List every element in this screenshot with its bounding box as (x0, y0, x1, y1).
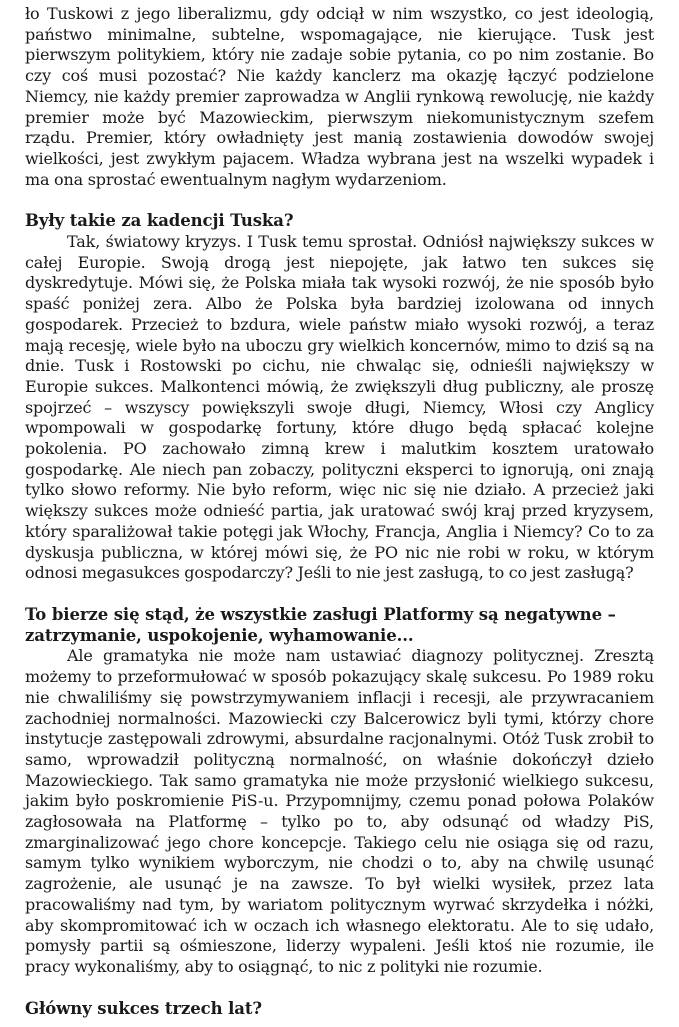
section-heading (25, 211, 654, 232)
heading-line: zatrzymanie, uspokojenie, wyhamowanie... (25, 625, 414, 645)
heading-line: Główny sukces trzech lat? (25, 998, 262, 1018)
section-interview-question-3 (25, 999, 654, 1020)
continuation-paragraph: ło Tuskowi z jego liberalizmu, gdy odciął w nim wszystko, co jest ideologią, państwo minimalne, subtelne, wspomagające, nie kierujące. Tusk jest pierwszym politykiem, który nie zadaje sobie pytania, co po nim zostanie. Bo czy coś musi pozostać? Nie każdy kanclerz ma okazję łączyć podzielone Niemcy, nie każdy premier zaprowadza w Anglii rynkową rewolucję, nie każdy premier może być Mazowieckim, pierwszym niekomunistycznym szefem rządu. Premier, który owładnięty jest manią zostawienia dowodów swojej wielkości, jest zwykłym pajacem. Władza wybrana jest na wszelki wypadek i ma ona sprostać ewentualnym nagłym wydarzeniom. (25, 4, 654, 189)
section-heading (25, 605, 654, 646)
section-interview-question-1 (25, 211, 654, 584)
heading-line: Były takie za kadencji Tuska? (25, 211, 294, 231)
section-heading (25, 999, 654, 1020)
answer-paragraph: Tak, światowy kryzys. I Tusk temu sprostał. Odniósł największy sukces w całej Europie. Swoją drogą jest niepojęte, jak łatwo ten sukces się dyskredytuje. Mówi się, że Polska miała tak wysoki rozwój, że nie sposób było spaść poniżej zera. Albo że Polska była bardziej izolowana od innych gospodarek. Przecież to bzdura, wiele państw miało wysoki rozwój, a teraz mają recesję, wiele było na uboczu gry wielkich koncernów, mimo to dziś są na dnie. Tusk i Rostowski po cichu, nie chwaląc się, odnieśli największy w Europie sukces. Malkontenci mówią, że zwiększyli dług publiczny, ale proszę spojrzeć – wszyscy powiększyli swoje długi, Niemcy, Włosi czy Anglicy wpompowali w gospodarkę fortuny, które długo będą spłacać kolejne pokolenia. PO zachowało zimną krew i malutkim kosztem uratowało gospodarkę. Ale niech pan zobaczy, polityczni eksperci to ignorują, oni znają tylko słowo reformy. Nie było reform, więc nic się nie działo. A przecież jaki większy sukces może odnieść partia, jak uratować swój kraj przed kryzysem, który sparaliżował takie potęgi jak Włochy, Francja, Anglia i Niemcy? Co to za dyskusja publiczna, w której mówi się, że PO nic nie robi w roku, w którym odnosi megasukces gospodarczy? Jeśli to nie jest zasługą, to co jest zasługą? (25, 232, 654, 583)
section-interview-question-2 (25, 605, 654, 978)
heading-line: To bierze się stąd, że wszystkie zasługi Platformy są negatywne – (25, 604, 616, 624)
answer-paragraph: Ale gramatyka nie może nam ustawiać diagnozy politycznej. Zresztą możemy to przeformułować w sposób pokazujący skalę sukcesu. Po 1989 roku nie chwaliliśmy się powstrzymywaniem inflacji i recesji, ale przywracaniem zachodniej normalności. Mazowiecki czy Balcerowicz byli tymi, którzy chore instytucje zastępowali zdrowymi, absurdalne racjonalnymi. Otóż Tusk zrobił to samo, wprowadził polityczną normalność, on właśnie dokończył dzieło Mazowieckiego. Tak samo gramatyka nie może przysłonić wielkiego sukcesu, jakim było poskromienie PiS-u. Przypomnijmy, czemu ponad połowa Polaków zagłosowała na Platformę – tylko po to, aby odsunąć od władzy PiS, zmarginalizować jego chore koncepcje. Takiego celu nie osiąga się od razu, samym tylko wynikiem wyborczym, nie chodzi o to, aby na chwilę usunąć zagrożenie, ale usunąć je na zawsze. To był wielki wysiłek, przez lata pracowaliśmy nad tym, by wariatom politycznym wyrwać skrzydełka i nóżki, aby skompromitować ich w oczach ich własnego elektoratu. Ale to się udało, pomysły partii są ośmieszone, liderzy wypaleni. Jeśli ktoś nie rozumie, ile pracy wykonaliśmy, aby to osiągnąć, to nic z polityki nie rozumie. (25, 646, 654, 976)
